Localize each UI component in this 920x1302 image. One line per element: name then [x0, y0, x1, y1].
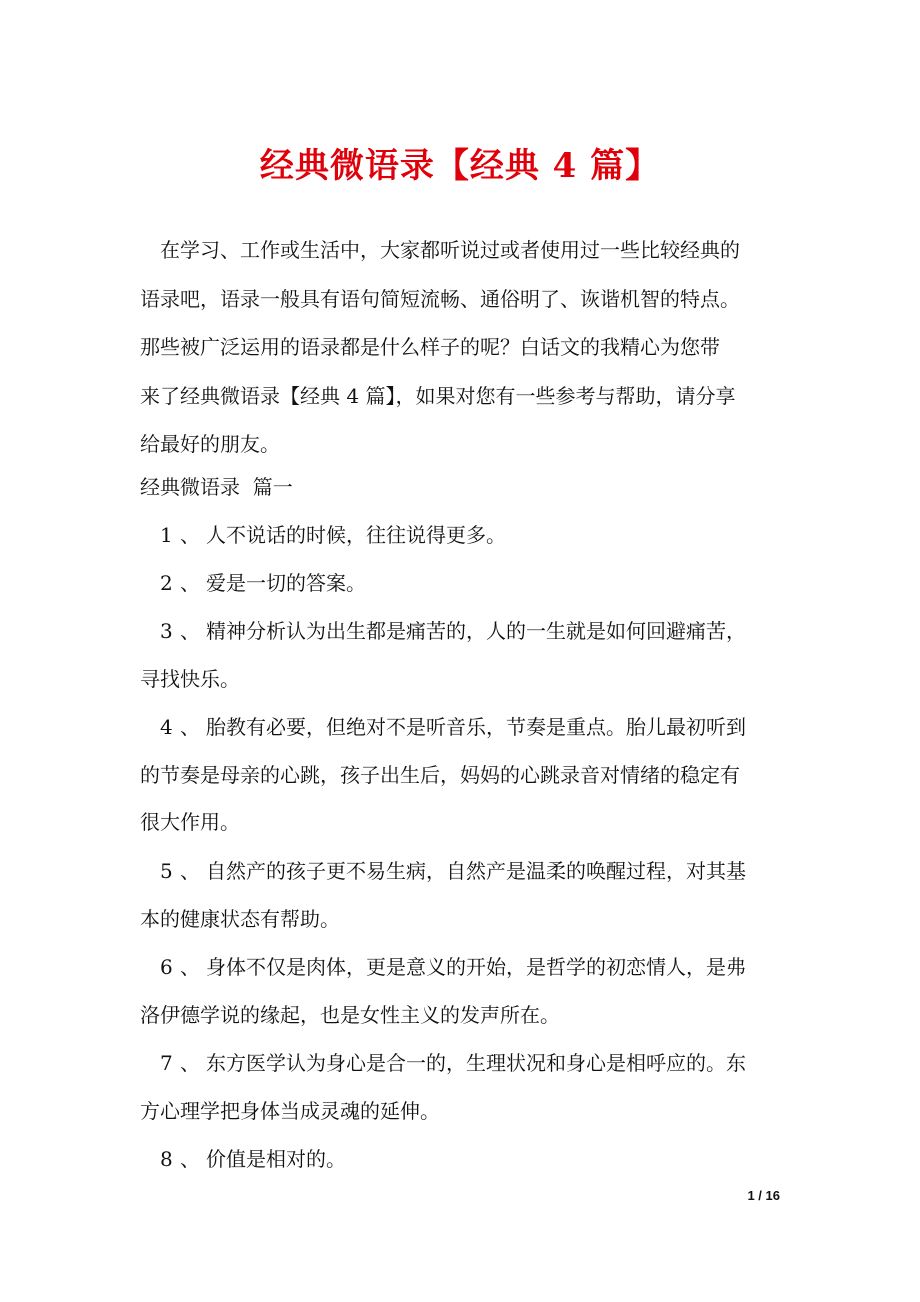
list-item-number: 2 — [160, 571, 173, 595]
list-item-number: 8 — [160, 1147, 173, 1171]
document-title: 经典微语录【经典 4 篇】 — [259, 146, 661, 186]
list-item — [140, 608, 800, 703]
list-item-continuation: 很大作用。 — [140, 810, 240, 834]
list-item-row — [140, 1136, 800, 1184]
list-item-separator: 、 — [180, 715, 200, 739]
list-item-row — [140, 512, 800, 560]
list-item-text: 价值是相对的。 — [206, 1147, 346, 1171]
list-item — [140, 1040, 800, 1135]
list-item-row — [140, 560, 800, 608]
list-item-number: 5 — [160, 859, 173, 883]
intro-line: 来了经典微语录【经典 4 篇】，如果对您有一些参考与帮助，请分享 — [140, 383, 736, 408]
list-item-row — [140, 848, 800, 896]
list-item-number: 4 — [160, 715, 173, 739]
list-item — [140, 944, 800, 1039]
list-item-row — [140, 944, 800, 992]
intro-line: 给最好的朋友。 — [140, 432, 280, 456]
list-item — [140, 848, 800, 943]
list-item-row — [140, 1040, 800, 1088]
intro-line: 在学习、工作或生活中，大家都听说过或者使用过一些比较经典的 — [160, 238, 740, 262]
list-item-text: 胎教有必要，但绝对不是听音乐，节奏是重点。胎儿最初听到 — [206, 715, 746, 739]
list-item-text: 精神分析认为出生都是痛苦的，人的一生就是如何回避痛苦， — [206, 619, 746, 643]
list-item — [140, 512, 800, 560]
list-item-separator: 、 — [180, 619, 200, 643]
list-item — [140, 1136, 800, 1184]
list-item-row — [140, 608, 800, 656]
list-item-separator: 、 — [180, 955, 200, 979]
list-item-separator: 、 — [180, 571, 200, 595]
list-item-separator: 、 — [180, 1051, 200, 1075]
list-item-continuation: 方心理学把身体当成灵魂的延伸。 — [140, 1098, 440, 1123]
list-item-continuation: 洛伊德学说的缘起，也是女性主义的发声所在。 — [140, 1002, 560, 1027]
list-item-continuation: 的节奏是母亲的心跳，孩子出生后，妈妈的心跳录音对情绪的稳定有 — [140, 762, 740, 787]
list-item-number: 3 — [160, 619, 173, 643]
list-item-separator: 、 — [180, 1147, 200, 1171]
list-item-text: 身体不仅是肉体，更是意义的开始，是哲学的初恋情人，是弗 — [206, 955, 746, 979]
list-item-number: 6 — [160, 955, 173, 979]
page-number: 1 / 16 — [747, 1188, 780, 1203]
list-item-text: 自然产的孩子更不易生病，自然产是温柔的唤醒过程，对其基 — [206, 859, 746, 883]
list-item — [140, 704, 800, 847]
intro-line: 那些被广泛运用的语录都是什么样子的呢？白话文的我精心为您带 — [140, 335, 720, 359]
list-item — [140, 560, 800, 608]
list-item-text: 人不说话的时候，往往说得更多。 — [206, 523, 506, 547]
list-item-continuation: 本的健康状态有帮助。 — [140, 906, 340, 931]
intro-line: 语录吧，语录一般具有语句简短流畅、通俗明了、诙谐机智的特点。 — [140, 286, 740, 311]
list-item-continuation: 寻找快乐。 — [140, 666, 240, 691]
list-item-text: 爱是一切的答案。 — [206, 571, 366, 595]
list-item-separator: 、 — [180, 523, 200, 547]
list-item-number: 7 — [160, 1051, 173, 1075]
list-item-row — [140, 704, 800, 752]
list-item-number: 1 — [160, 523, 173, 547]
section-heading: 经典微语录 篇一 — [140, 475, 293, 499]
intro-paragraph — [140, 226, 800, 469]
list-item-text: 东方医学认为身心是合一的，生理状况和身心是相呼应的。东 — [206, 1051, 746, 1075]
list-item-separator: 、 — [180, 859, 200, 883]
